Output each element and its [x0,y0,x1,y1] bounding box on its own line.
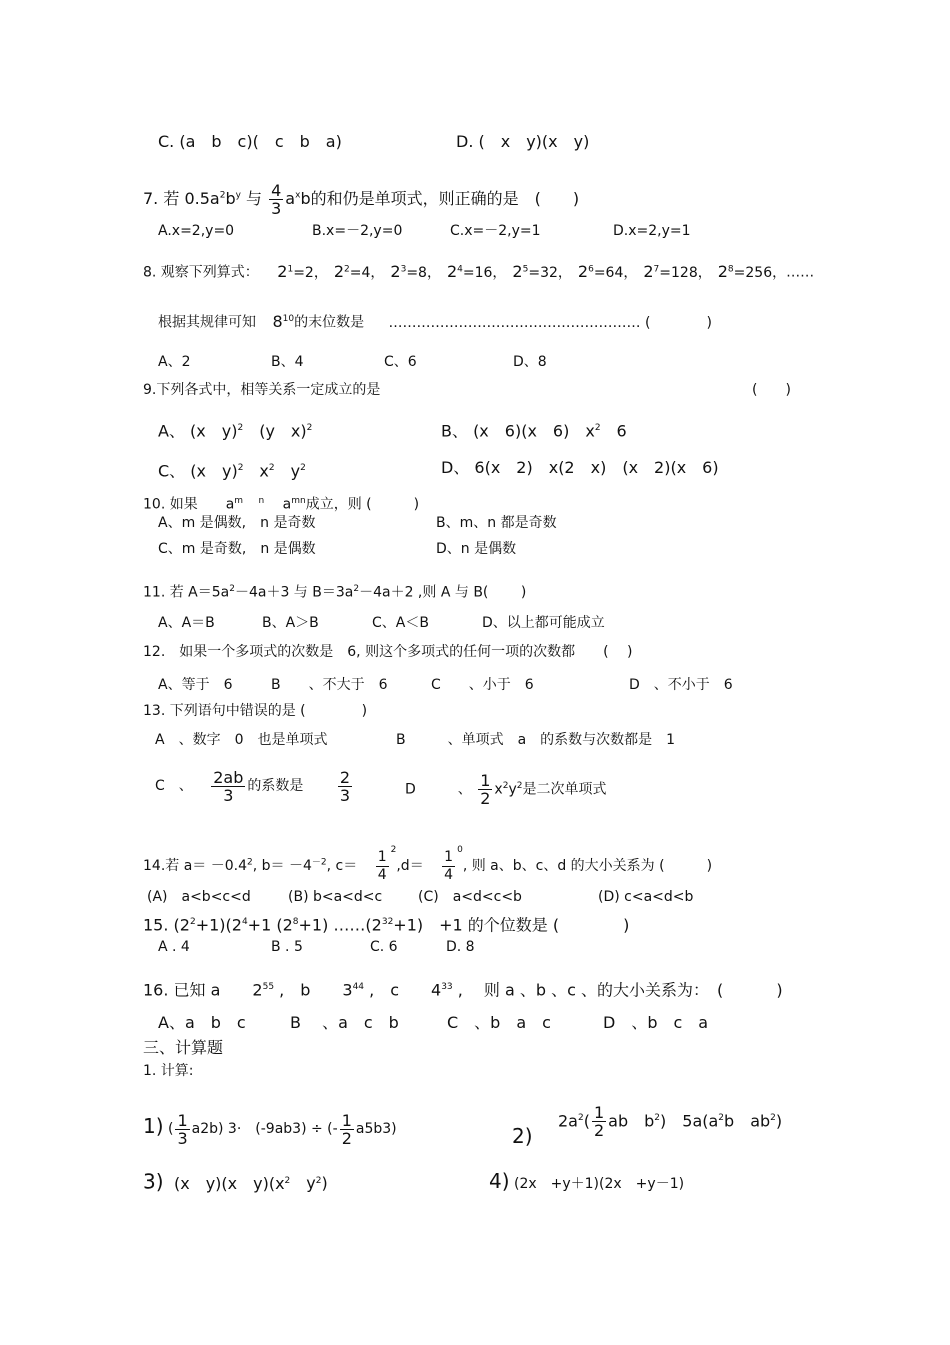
section-title: 三、计算题 [143,1038,224,1057]
q8-terms [263,261,787,281]
q8-term: $2^2=4$， [333,261,385,281]
q13-option-c: C 、 $\frac{2ab}{3}$ 的系数是 $\frac{2}{3}$ [155,767,351,805]
q7-sup-y: y [235,190,241,201]
q13-option-b: B 、单项式 a 的系数与次数都是 1 [396,732,676,748]
calc-item-3: 3) (x y)(x $y)(x^2$ $y^2$) [143,1169,328,1194]
q11-option-a: A、A＝B [158,615,215,631]
q13-stem: 13. 下列语句中错误的是 ( ) [143,703,368,719]
calc-item-4: 4) (2x +y＋1)(2x +y－1) [489,1169,685,1193]
calc-title: 1. 计算: [143,1063,194,1079]
q14-stem: 14.若 $a= -0.4^2$, $b= -4^{-2}$, c＝ $\frac{1}{4}$ $^2$,d＝ $\frac{1}{4}$ $^0$, 则 a、b、c、d 的大小关系为 ( ) [143,845,713,883]
q16-option-b: B 、a c b [290,1013,399,1032]
q8-term: $2^8=256$， [717,261,787,281]
q11-option-b: B、A＞B [262,615,319,631]
q9-option-a: A、 (x y)$^2$ (y x)$^2$ [158,421,313,441]
q15-option-a: A . 4 [158,939,190,955]
q8-line2b: 的末位数是 [294,314,365,331]
q7-pre: 7. 若 0.5a [143,189,220,208]
q9-stem: 9.下列各式中，相等关系一定成立的是 [143,382,381,398]
q14-option-b: (B) b<a<d<c [288,889,383,905]
q8-option-a: A、2 [158,354,191,370]
q10-option-b: B、m、n 都是奇数 [436,515,557,531]
q6-option-d: D. ( x y)(x y) [456,132,590,151]
q7-b2: b [300,189,311,208]
q12-stem: 12. 如果一个多项式的次数是 6, 则这个多项式的任何一项的次数都 ( ) [143,644,633,660]
q11-stem: 11. 若 $A=5a^2-4a+3$ 与 $B=3a^2-4a+2$ ,则 A 与 B( ) [143,584,527,601]
calc-item-1: 1) ( $\frac{1}{3}$ a2b) 3· (-9ab3) ÷ (- $\frac{1}{2}$ a5b3) [143,1110,397,1148]
q10-option-c: C、m 是奇数, n 是偶数 [158,541,316,557]
q7-stem [143,182,579,217]
q8-term: $2^1=2$， [277,261,328,281]
q9-paren: ( ) [752,382,791,398]
q15-stem: 15. $(2^2+1)(2^4+1$ $(2^8+1)$ $\dots\dots(2^{32}+1)$ +1 的个位数是 ( ) [143,915,630,935]
calc-item-2: $2a^2$( $\frac{1}{2}$ ab $b^2$) $5a(a^2b$ $ab^2$) [558,1103,783,1141]
q16-stem: 16. 已知 a $2^{55}$ , b $3^{44}$ , c $4^{33}$ , 则 a 、b 、c 、的大小关系为： ( ) [143,980,783,1000]
q10-option-d: D、n 是偶数 [436,541,517,557]
q8-term: $2^7=128$， [643,261,712,281]
q8-term: $2^5=32$， [512,261,572,281]
q16-option-c: C 、b a c [447,1013,551,1032]
q11-option-d: D、以上都可能成立 [482,615,605,631]
q16-option-a: A、a b c [158,1013,246,1032]
q15-option-c: C. 6 [370,939,398,955]
q8-base: 8 [272,311,283,331]
q8-term: $2^4=16$， [446,261,507,281]
q13-option-a: A 、数字 0 也是单项式 [155,732,328,748]
q14-option-a: (A) a<b<c<d [147,889,251,905]
q8-term: $2^3=8$， [390,261,441,281]
q8-option-b: B、4 [271,354,304,370]
q10-stem: 10. 如果 $a^m$ $^n$ $a^{mn}$成立，则 ( ) [143,496,420,513]
calc-item-2-number: 2) [512,1124,533,1148]
q8-dots: ……………………………………………… ( ) [388,314,712,331]
q12-option-b: B 、不大于 6 [271,677,388,693]
q7-post: 的和仍是单项式，则正确的是 ( ) [310,189,580,208]
q14-option-c: (C) a<d<c<b [418,889,522,905]
q12-option-c: C 、小于 6 [431,677,534,693]
q16-option-d: D 、b c a [603,1013,709,1032]
q7-with: 与 [240,189,263,208]
q8-exp: 10 [282,314,295,324]
q7-fraction: $\frac{4}{3}$ [271,181,282,218]
q15-option-d: D. 8 [446,939,475,955]
q7-b: b [225,189,236,208]
q7-option-a: A.x=2,y=0 [158,223,235,239]
q8-tail: …… [786,264,815,281]
q12-option-d: D 、不小于 6 [629,677,733,693]
q8-line2a: 根据其规律可知 [158,314,256,331]
q7-option-b: B.x=－2,y=0 [312,223,403,239]
q9-option-b: B、 (x 6)(x 6) $x^2$ 6 [441,421,627,441]
q8-term: $2^6=64$， [577,261,638,281]
q13-option-d: D 、 $\frac{1}{2}$ $x^2y^2$是二次单项式 [405,771,607,809]
q9-option-c: C、 (x y)$^2$ $x^2$ $y^2$ [158,461,306,481]
q9-option-d: D、 6(x 2) x(2 x) (x 2)(x 6) [441,458,719,477]
q10-option-a: A、m 是偶数, n 是奇数 [158,515,316,531]
q11-option-c: C、A＜B [372,615,429,631]
q12-option-a: A、等于 6 [158,677,233,693]
q8-option-c: C、6 [384,354,417,370]
q14-option-d: (D) c<a<d<b [598,889,694,905]
q6-option-c: C. (a b c)( c b a) [158,132,342,151]
q7-sup-x: x [295,190,301,201]
q7-option-c: C.x=－2,y=1 [450,223,541,239]
q7-sup: 2 [219,190,226,201]
q8-stem-text: 8. 观察下列算式： [143,264,259,281]
q15-option-b: B . 5 [271,939,303,955]
q8-option-d: D、8 [513,354,547,370]
q8-stem [143,259,814,283]
q8-line2 [158,309,712,333]
q7-option-d: D.x=2,y=1 [613,223,691,239]
q7-a: a [285,189,296,208]
